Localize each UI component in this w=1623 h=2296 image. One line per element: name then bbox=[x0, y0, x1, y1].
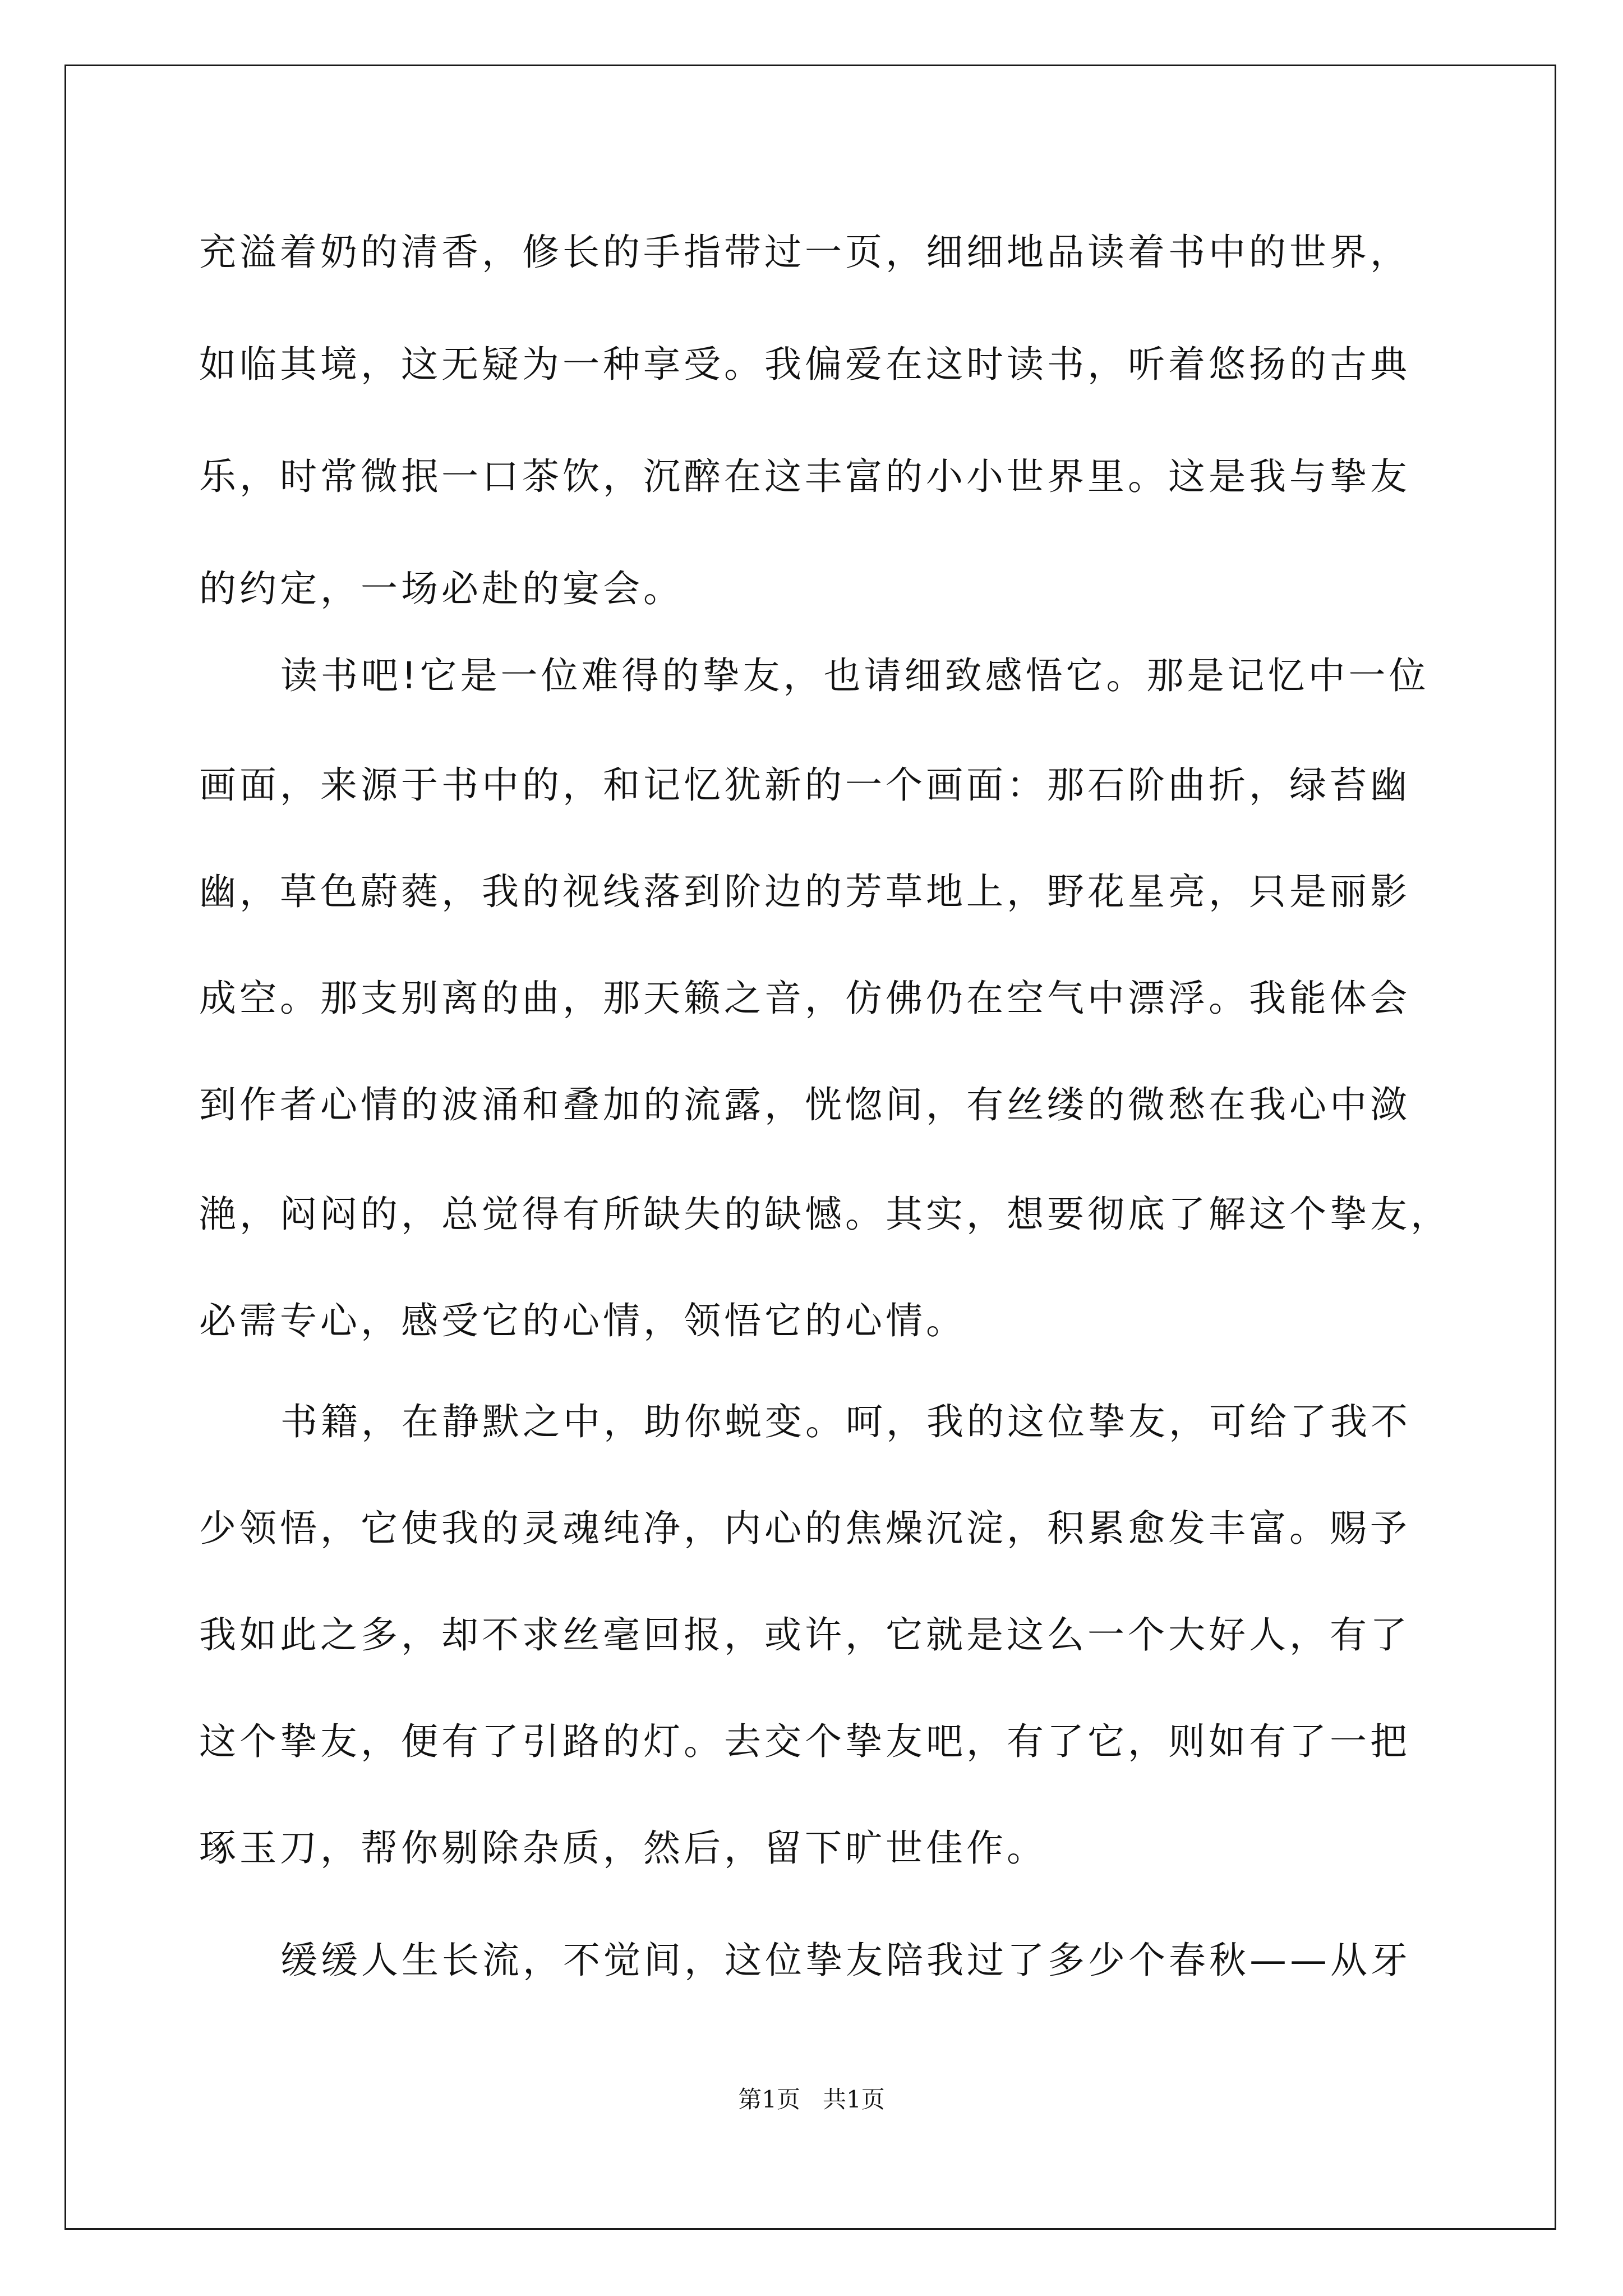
text-line: 的约定，一场必赴的宴会。 bbox=[199, 567, 684, 610]
paragraph-start-line: 缓缓人生长流，不觉间，这位挚友陪我过了多少个春秋——从牙 bbox=[280, 1939, 1411, 1982]
text-line: 少领悟，它使我的灵魂纯净，内心的焦燥沉淀，积累愈发丰富。赐予 bbox=[199, 1507, 1410, 1550]
page-number-footer: 第1页 共1页 bbox=[738, 2086, 885, 2113]
text-line: 琢玉刀，帮你剔除杂质，然后，留下旷世佳作。 bbox=[199, 1826, 1047, 1870]
text-line: 如临其境，这无疑为一种享受。我偏爱在这时读书，听着悠扬的古典 bbox=[199, 343, 1410, 386]
text-line: 我如此之多，却不求丝毫回报，或许，它就是这么一个大好人，有了 bbox=[199, 1613, 1410, 1657]
text-line: 乐，时常微抿一口茶饮，沉醉在这丰富的小小世界里。这是我与挚友 bbox=[199, 455, 1410, 498]
text-line: 成空。那支别离的曲，那天籁之音，仿佛仍在空气中漂浮。我能体会 bbox=[199, 977, 1410, 1020]
text-line: 充溢着奶的清香，修长的手指带过一页，细细地品读着书中的世界， bbox=[199, 231, 1410, 274]
text-line: 画面，来源于书中的，和记忆犹新的一个画面：那石阶曲折，绿苔幽 bbox=[199, 763, 1410, 807]
text-line: 滟，闷闷的，总觉得有所缺失的缺憾。其实，想要彻底了解这个挚友， bbox=[199, 1193, 1451, 1236]
text-line: 必需专心，感受它的心情，领悟它的心情。 bbox=[199, 1299, 966, 1342]
text-line: 这个挚友，便有了引路的灯。去交个挚友吧，有了它，则如有了一把 bbox=[199, 1720, 1410, 1763]
paragraph-start-line: 读书吧!它是一位难得的挚友，也请细致感悟它。那是记忆中一位 bbox=[280, 654, 1430, 697]
text-line: 幽，草色蔚蕤，我的视线落到阶边的芳草地上，野花星亮，只是丽影 bbox=[199, 870, 1410, 913]
paragraph-start-line: 书籍，在静默之中，助你蜕变。呵，我的这位挚友，可给了我不 bbox=[280, 1400, 1411, 1443]
text-line: 到作者心情的波涌和叠加的流露，恍惚间，有丝缕的微愁在我心中潋 bbox=[199, 1083, 1410, 1126]
